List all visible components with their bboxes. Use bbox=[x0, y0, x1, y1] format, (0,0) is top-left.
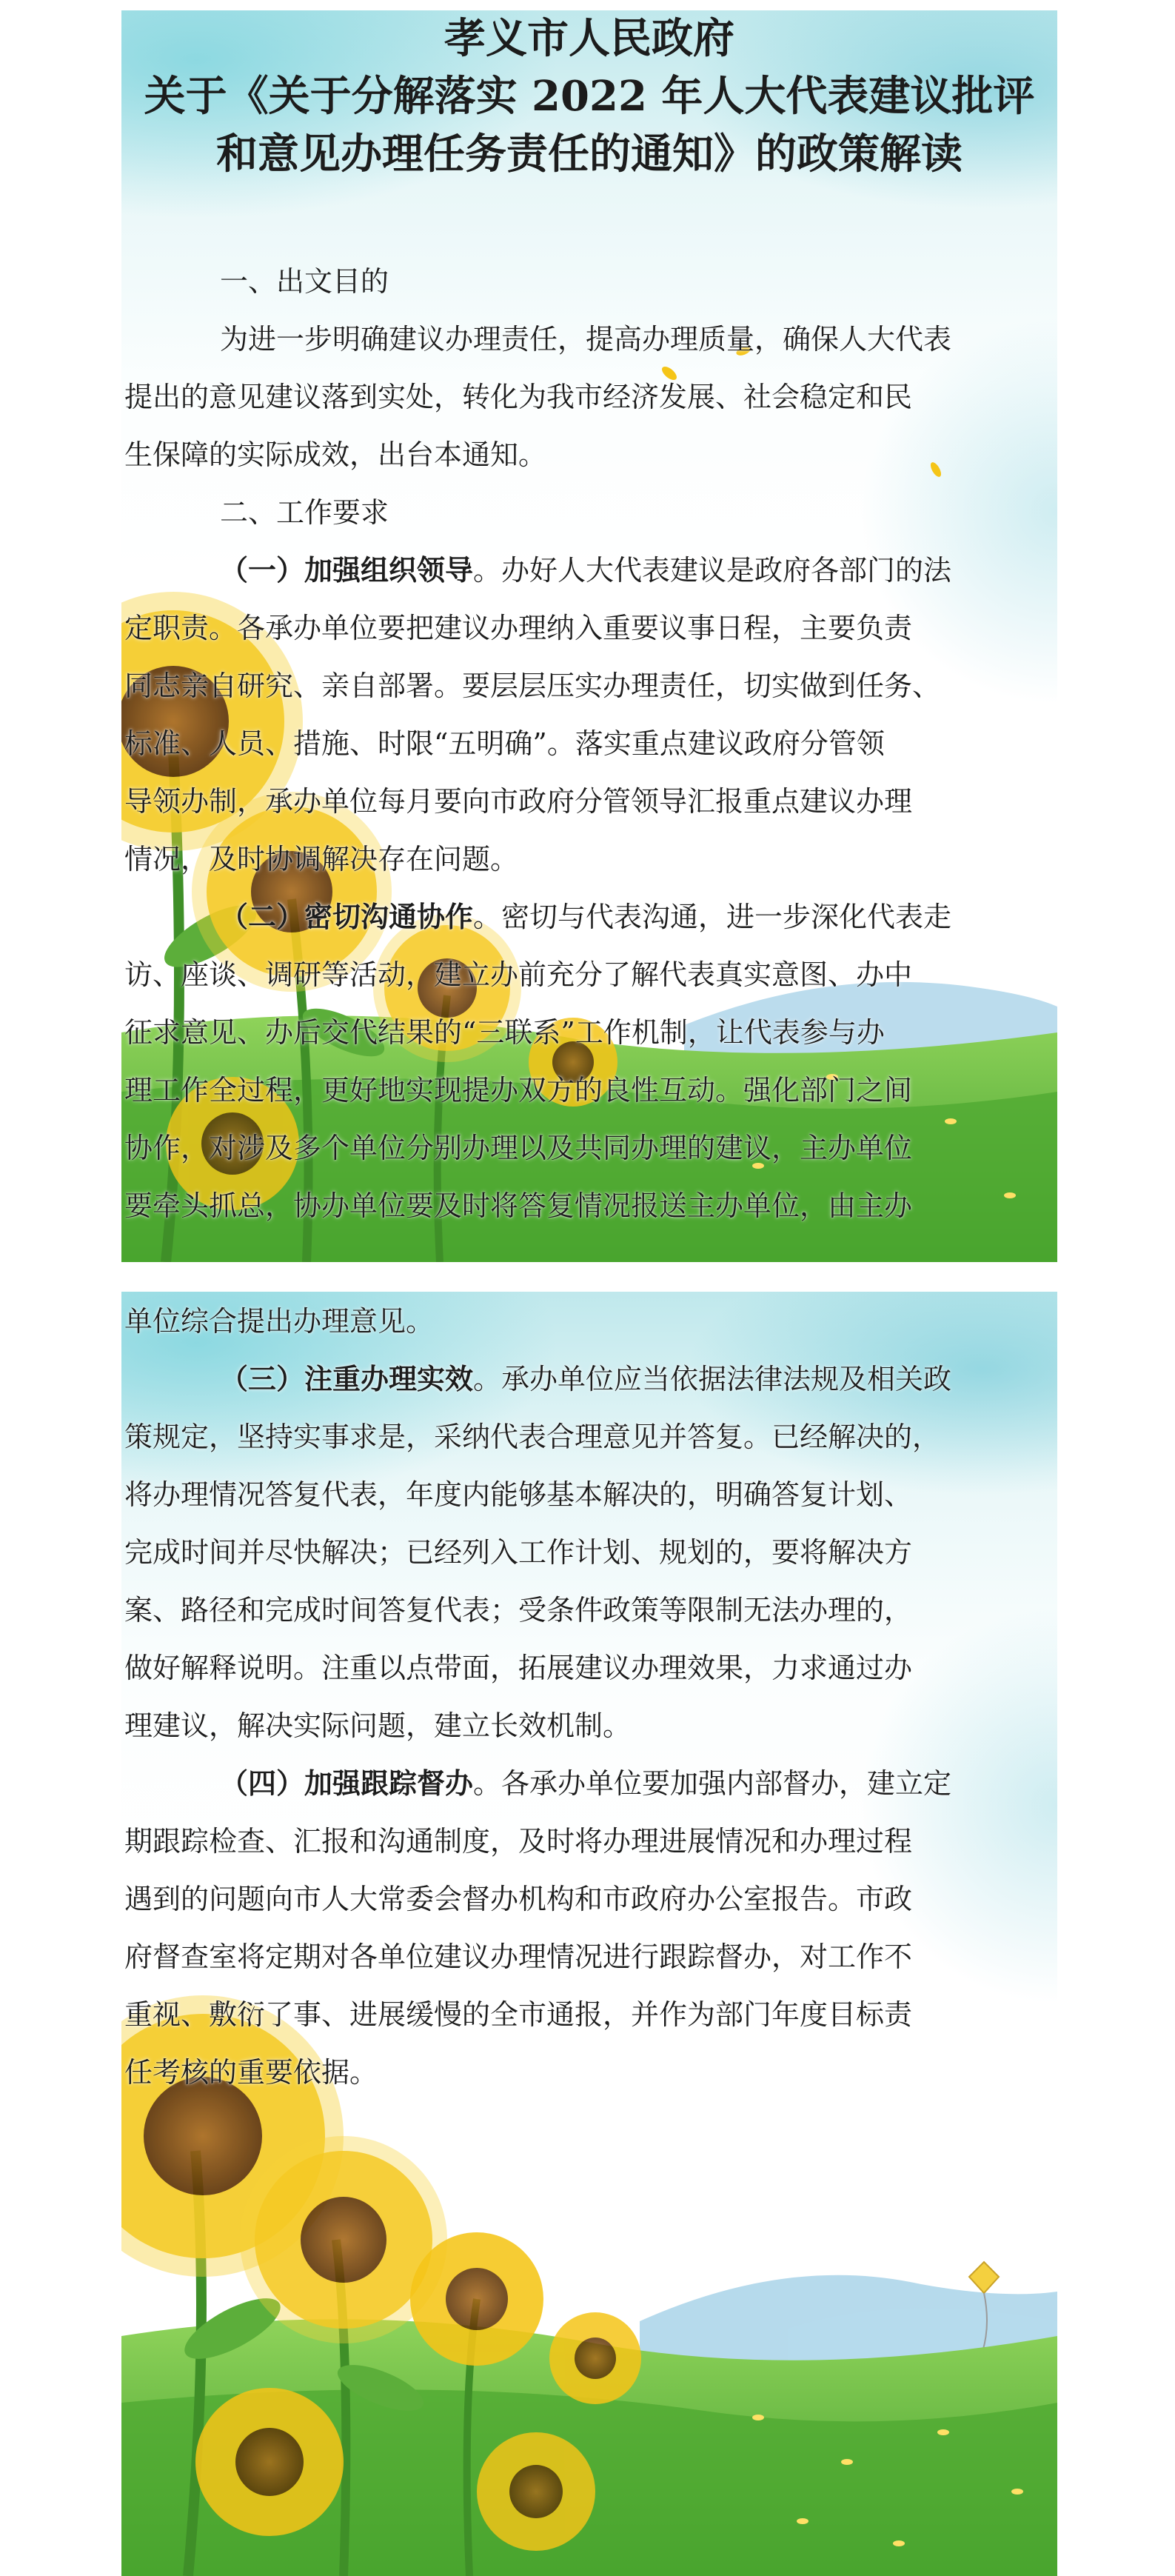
paragraph-line bbox=[220, 1764, 951, 1803]
panel-2-content bbox=[121, 1292, 1057, 2576]
subsection-lead-organization: （一）加强组织领导 bbox=[220, 553, 474, 587]
page-panel-2 bbox=[121, 1292, 1057, 2576]
paragraph-line: 策规定，坚持实事求是，采纳代表合理意见并答复。已经解决的， bbox=[124, 1421, 941, 1453]
paragraph-line: 标准、人员、措施、时限“五明确”。落实重点建议政府分管领 bbox=[124, 727, 885, 760]
paragraph-line: 理建议，解决实际问题，建立长效机制。 bbox=[124, 1709, 632, 1742]
paragraph-line: 案、路径和完成时间答复代表；受条件政策等限制无法办理的， bbox=[124, 1594, 913, 1626]
paragraph-line: 做好解释说明。注重以点带面，拓展建议办理效果，力求通过办 bbox=[124, 1652, 913, 1684]
page-panel-1 bbox=[121, 10, 1057, 1262]
paragraph-line: 定职责。各承办单位要把建议办理纳入重要议事日程，主要负责 bbox=[124, 612, 913, 644]
paragraph-line: 府督查室将定期对各单位建议办理情况进行跟踪督办，对工作不 bbox=[124, 1941, 913, 1973]
paragraph-line: 要牵头抓总，协办单位要及时将答复情况报送主办单位，由主办 bbox=[124, 1189, 913, 1222]
paragraph-line: 导领办制，承办单位每月要向市政府分管领导汇报重点建议办理 bbox=[124, 785, 913, 818]
subsection-lead-effectiveness: （三）注重办理实效 bbox=[220, 1362, 474, 1395]
paragraph-text: 。承办单位应当依据法律法规及相关政 bbox=[473, 1363, 952, 1395]
paragraph-line: 情况，及时协调解决存在问题。 bbox=[124, 843, 519, 875]
document-title-line-3: 和意见办理任务责任的通知》的政策解读 bbox=[216, 130, 963, 178]
paragraph-text: 。办好人大代表建议是政府各部门的法 bbox=[473, 554, 952, 587]
panel-1-content bbox=[121, 10, 1057, 1262]
paragraph-text: 。密切与代表沟通，进一步深化代表走 bbox=[473, 901, 952, 933]
paragraph-line: 为进一步明确建议办理责任，提高办理质量，确保人大代表 bbox=[220, 323, 952, 356]
paragraph-line: 单位综合提出办理意见。 bbox=[124, 1305, 435, 1338]
paragraph-line: 期跟踪检查、汇报和沟通制度，及时将办理进展情况和办理过程 bbox=[124, 1825, 913, 1858]
paragraph-line: 访、座谈、调研等活动，建立办前充分了解代表真实意图、办中 bbox=[124, 958, 913, 991]
paragraph-line: 完成时间并尽快解决；已经列入工作计划、规划的，要将解决方 bbox=[124, 1536, 913, 1569]
paragraph-line: 遇到的问题向市人大常委会督办机构和市政府办公室报告。市政 bbox=[124, 1883, 913, 1915]
paragraph-line: 将办理情况答复代表，年度内能够基本解决的，明确答复计划、 bbox=[124, 1478, 913, 1511]
paragraph-line bbox=[220, 551, 951, 590]
document-title-line-1: 孝义市人民政府 bbox=[444, 14, 734, 63]
paragraph-line bbox=[220, 898, 951, 936]
document-title-line-2: 关于《关于分解落实 2022 年人大代表建议批评 bbox=[144, 72, 1035, 121]
paragraph-line bbox=[220, 1360, 951, 1398]
paragraph-line: 协作，对涉及多个单位分别办理以及共同办理的建议，主办单位 bbox=[124, 1132, 913, 1164]
section-heading-requirements: 二、工作要求 bbox=[220, 496, 389, 529]
paragraph-line: 提出的意见建议落到实处，转化为我市经济发展、社会稳定和民 bbox=[124, 381, 913, 413]
paragraph-line: 同志亲自研究、亲自部署。要层层压实办理责任，切实做到任务、 bbox=[124, 670, 941, 702]
paragraph-line: 任考核的重要依据。 bbox=[124, 2056, 378, 2089]
paragraph-line: 征求意见、办后交代结果的“三联系”工作机制，让代表参与办 bbox=[124, 1016, 885, 1049]
section-heading-purpose: 一、出文目的 bbox=[220, 265, 389, 298]
paragraph-line: 理工作全过程，更好地实现提办双方的良性互动。强化部门之间 bbox=[124, 1074, 913, 1107]
subsection-lead-supervision: （四）加强跟踪督办 bbox=[220, 1766, 474, 1800]
subsection-lead-communication: （二）密切沟通协作 bbox=[220, 900, 474, 933]
paragraph-line: 重视、敷衍了事、进展缓慢的全市通报，并作为部门年度目标责 bbox=[124, 1998, 913, 2031]
paragraph-line: 生保障的实际成效，出台本通知。 bbox=[124, 438, 547, 471]
paragraph-text: 。各承办单位要加强内部督办，建立定 bbox=[473, 1767, 952, 1800]
